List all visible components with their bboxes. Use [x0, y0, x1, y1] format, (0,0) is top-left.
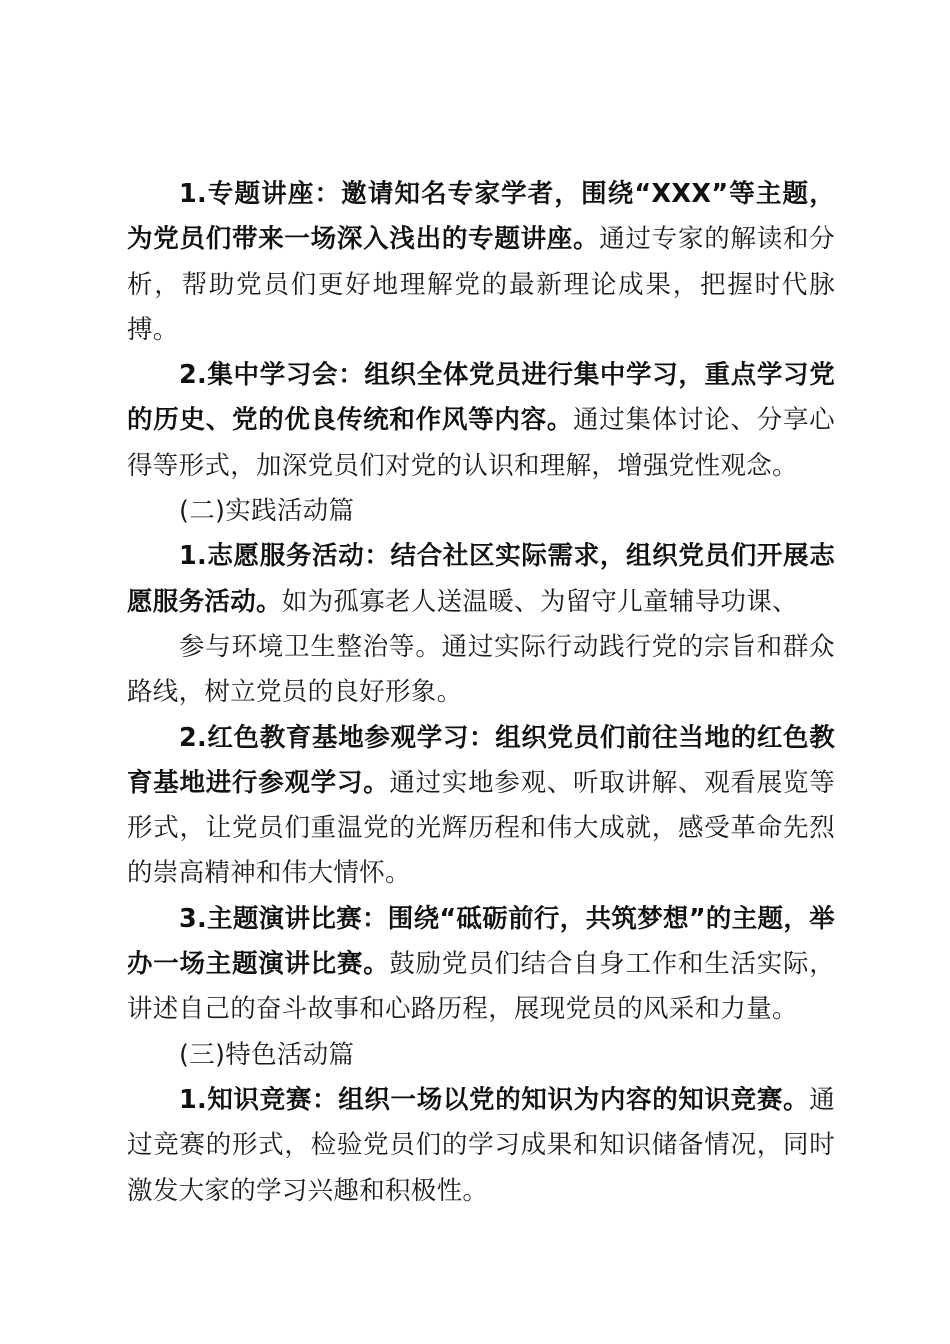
paragraph-text: 如为孤寡老人送温暖、为留守儿童辅导功课、: [281, 586, 798, 617]
section-heading-practice: (二)实践活动篇: [179, 496, 355, 527]
paragraph-lead: 2.红色教育基地参观学习：组织党员们前往当地的红色教育基地进行参观学习。: [127, 722, 835, 798]
paragraph-lead: 2.集中学习会：组织全体党员进行集中学习，重点学习党的历史、党的优良传统和作风等内容。: [127, 360, 835, 436]
paragraph-speech-contest: [127, 897, 835, 1033]
document-body: [127, 172, 835, 1214]
paragraph-lead: 1.志愿服务活动：结合社区实际需求，组织党员们开展志愿服务活动。: [127, 541, 835, 617]
paragraph-text-continued: 参与环境卫生整治等。通过实际行动践行党的宗旨和群众路线，树立党员的良好形象。: [127, 631, 835, 708]
paragraph-knowledge-contest: [127, 1078, 835, 1214]
paragraph-study-meeting: [127, 353, 835, 489]
section-heading-featured: (三)特色活动篇: [179, 1039, 355, 1070]
paragraph-lead: 1.知识竞赛：组织一场以党的知识为内容的知识竞赛。: [179, 1084, 810, 1115]
paragraph-lecture: [127, 172, 835, 353]
paragraph-volunteer: [127, 534, 835, 715]
paragraph-text: 通过专家的解读和分析，帮助党员们更好地理解党的最新理论成果，把握时代脉搏。: [127, 224, 836, 345]
paragraph-text: 通过竞赛的形式，检验党员们的学习成果和知识储备情况，同时激发大家的学习兴趣和积极性。: [127, 1084, 835, 1206]
paragraph-text: 通过实地参观、听取讲解、观看展览等形式，让党员们重温党的光辉历程和伟大成就，感受革命先烈的崇高精神和伟大情怀。: [127, 767, 835, 889]
paragraph-lead: 3.主题演讲比赛：围绕“砥砺前行，共筑梦想”的主题，举办一场主题演讲比赛。: [127, 903, 835, 980]
paragraph-text: 通过集体讨论、分享心得等形式，加深党员们对党的认识和理解，增强党性观念。: [127, 405, 835, 481]
paragraph-red-base-visit: [127, 716, 835, 897]
paragraph-lead: 1.专题讲座：邀请知名专家学者，围绕“XXX”等主题，为党员们带来一场深入浅出的专题讲座。: [127, 179, 835, 255]
paragraph-text: 鼓励党员们结合自身工作和生活实际，讲述自己的奋斗故事和心路历程，展现党员的风采和力量。: [127, 949, 835, 1025]
